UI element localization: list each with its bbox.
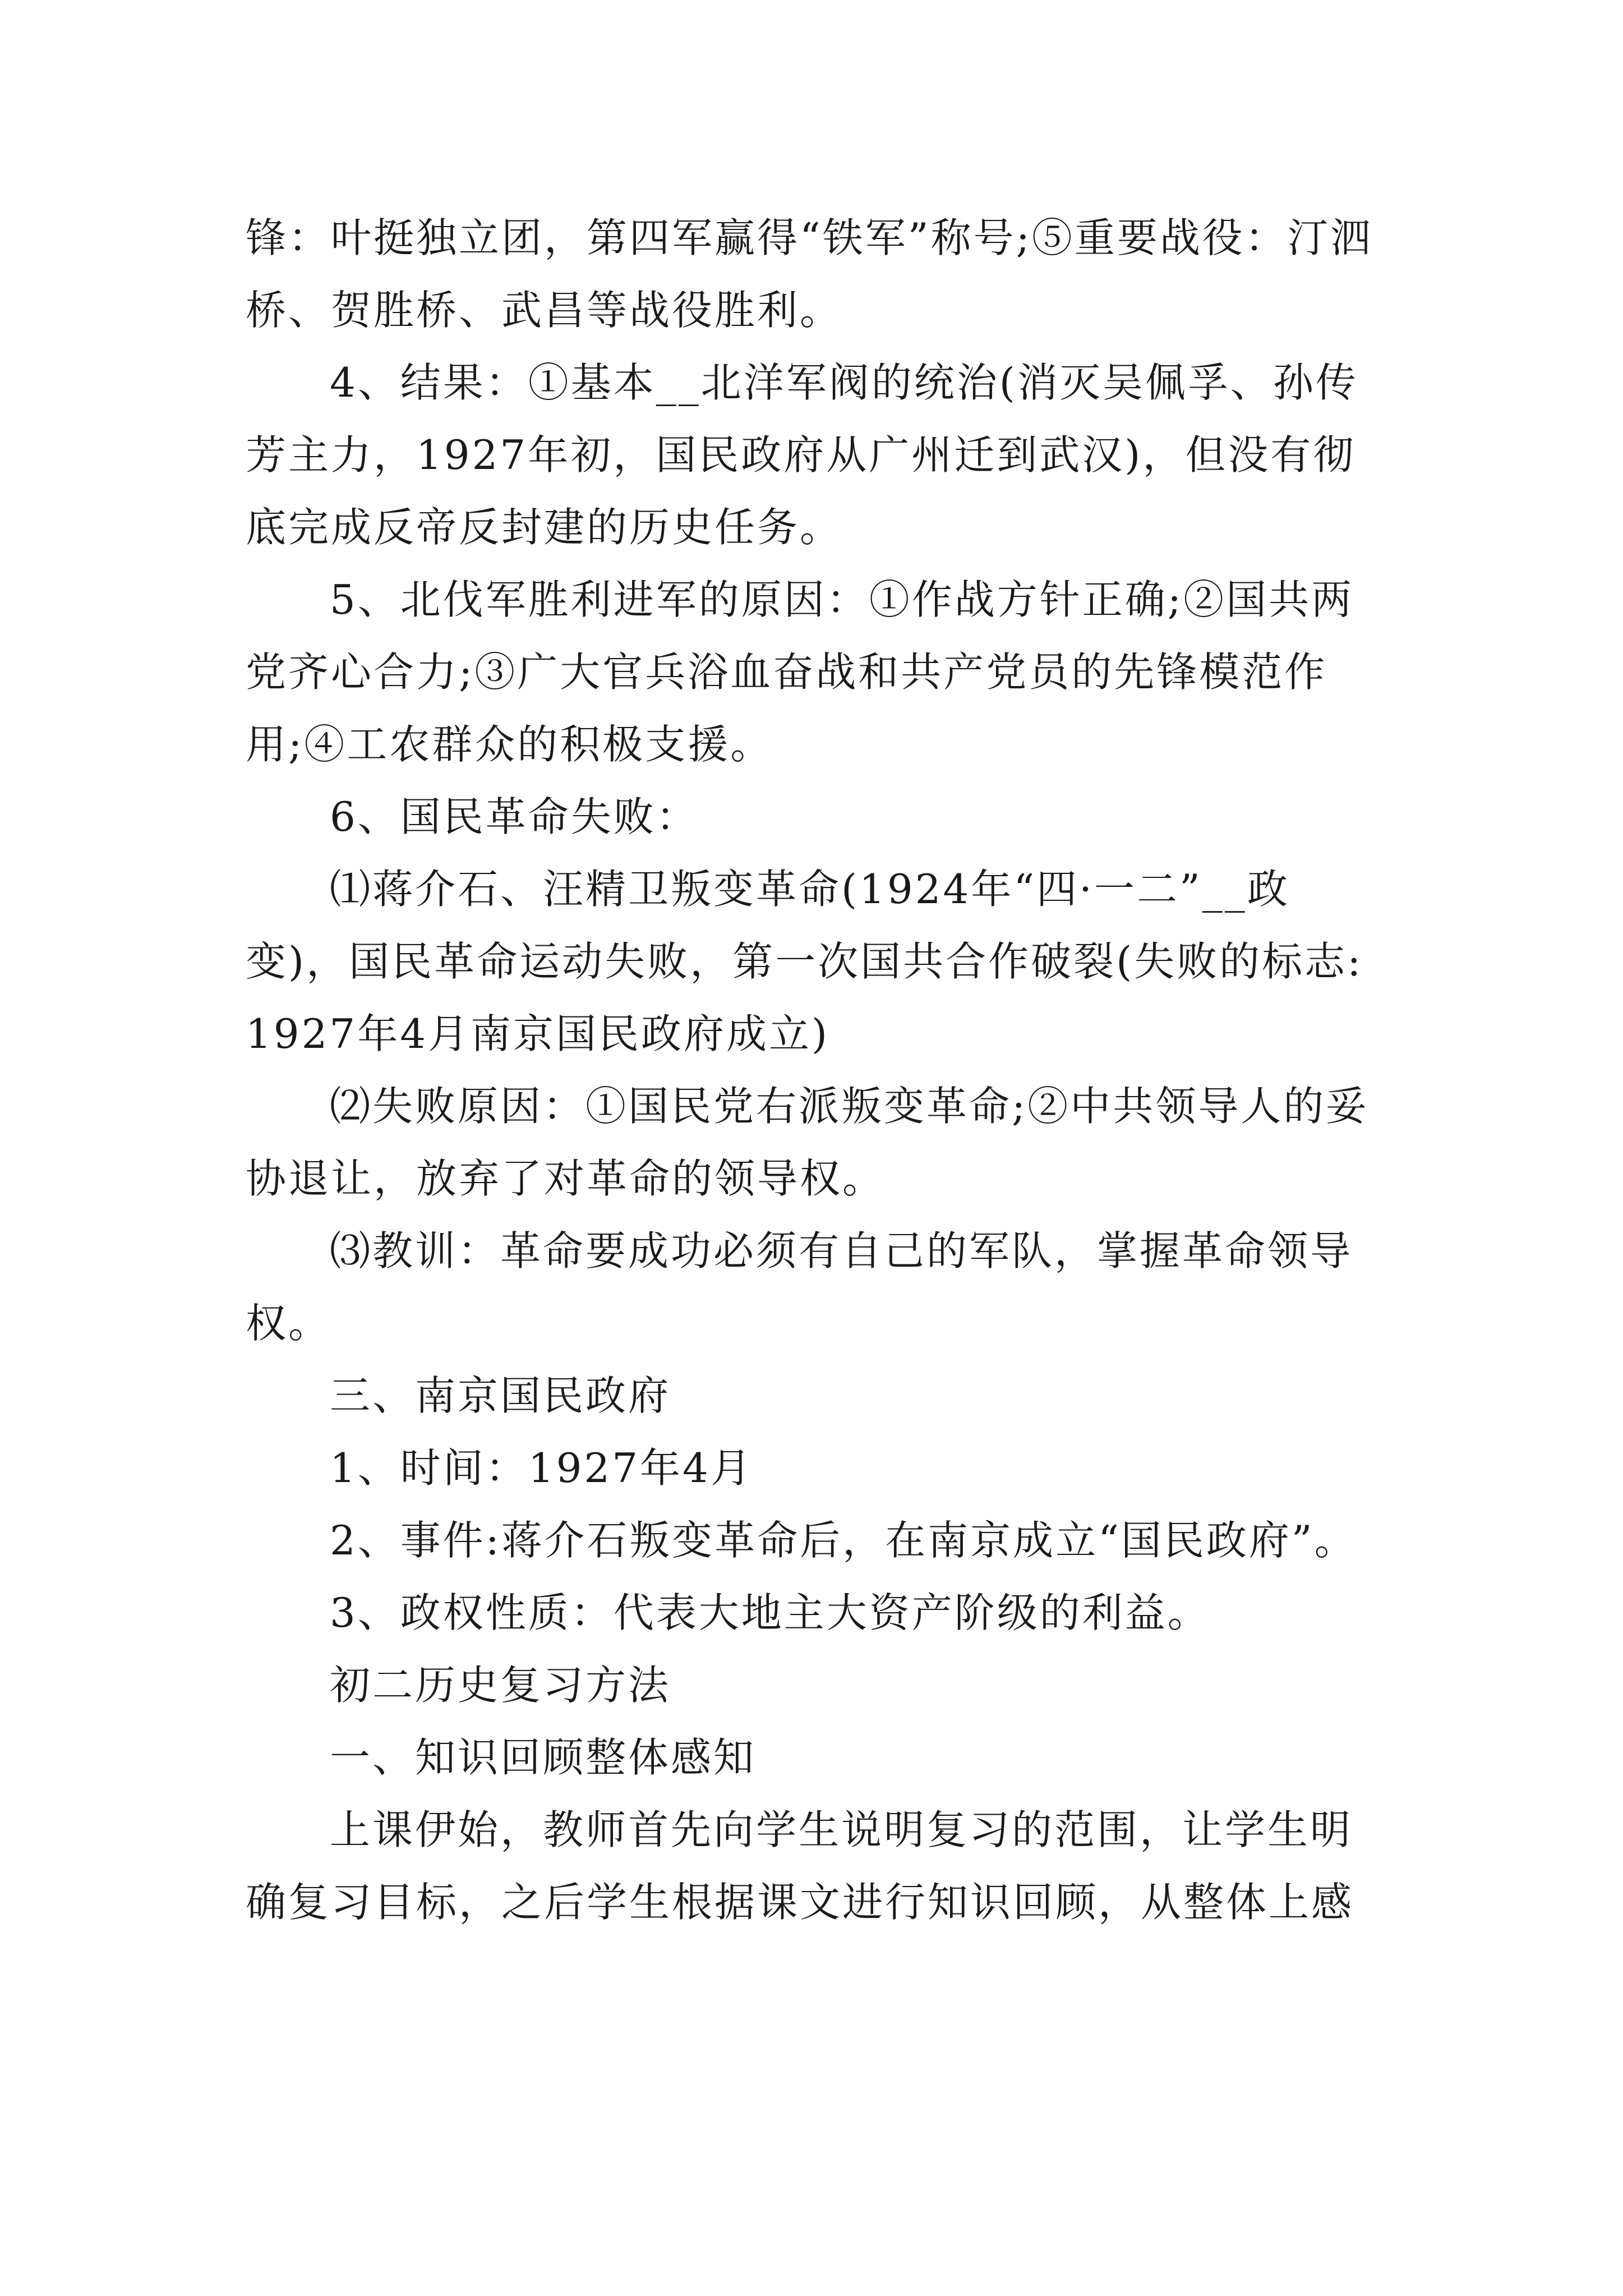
paragraph-11: 3、政权性质：代表大地主大资产阶级的利益。 [330, 1589, 1210, 1636]
paragraph-1: 锋：叶挺独立团，第四军赢得“铁军”称号;⑤重要战役：汀泗桥、贺胜桥、武昌等战役胜利。 [246, 214, 1373, 334]
article-title: 初二历史复习方法 [330, 1662, 671, 1709]
document-body [246, 202, 1384, 1939]
paragraph-5: ⑴蒋介石、汪精卫叛变革命(1924年“四·一二”__政变)，国民革命运动失败，第一次国共合作破裂(失败的标志:1927年4月南京国民政府成立) [246, 866, 1363, 1057]
paragraph-4: 6、国民革命失败： [330, 793, 699, 840]
section-heading: 三、南京国民政府 [330, 1372, 671, 1419]
paragraph-3: 5、北伐军胜利进军的原因：①作战方针正确;②国共两党齐心合力;③广大官兵浴血奋战和共产党员的先锋模范作用;④工农群众的积极支援。 [246, 576, 1354, 768]
paragraph-2: 4、结果：①基本__北洋军阀的统治(消灭吴佩孚、孙传芳主力，1927年初，国民政府从广州迁到武汉)，但没有彻底完成反帝反封建的历史任务。 [246, 359, 1358, 551]
paragraph-10: 2、事件:蒋介石叛变革命后，在南京成立“国民政府”。 [330, 1517, 1357, 1564]
paragraph-9: 1、时间：1927年4月 [330, 1444, 753, 1492]
paragraph-14: 上课伊始，教师首先向学生说明复习的范围，让学生明确复习目标，之后学生根据课文进行知识回顾，从整体上感 [246, 1806, 1354, 1926]
paragraph-6: ⑵失败原因：①国民党右派叛变革命;②中共领导人的妥协退让，放弃了对革命的领导权。 [246, 1083, 1369, 1202]
subsection-heading: 一、知识回顾整体感知 [330, 1734, 757, 1781]
paragraph-7: ⑶教训：革命要成功必须有自己的军队，掌握革命领导权。 [246, 1227, 1353, 1347]
